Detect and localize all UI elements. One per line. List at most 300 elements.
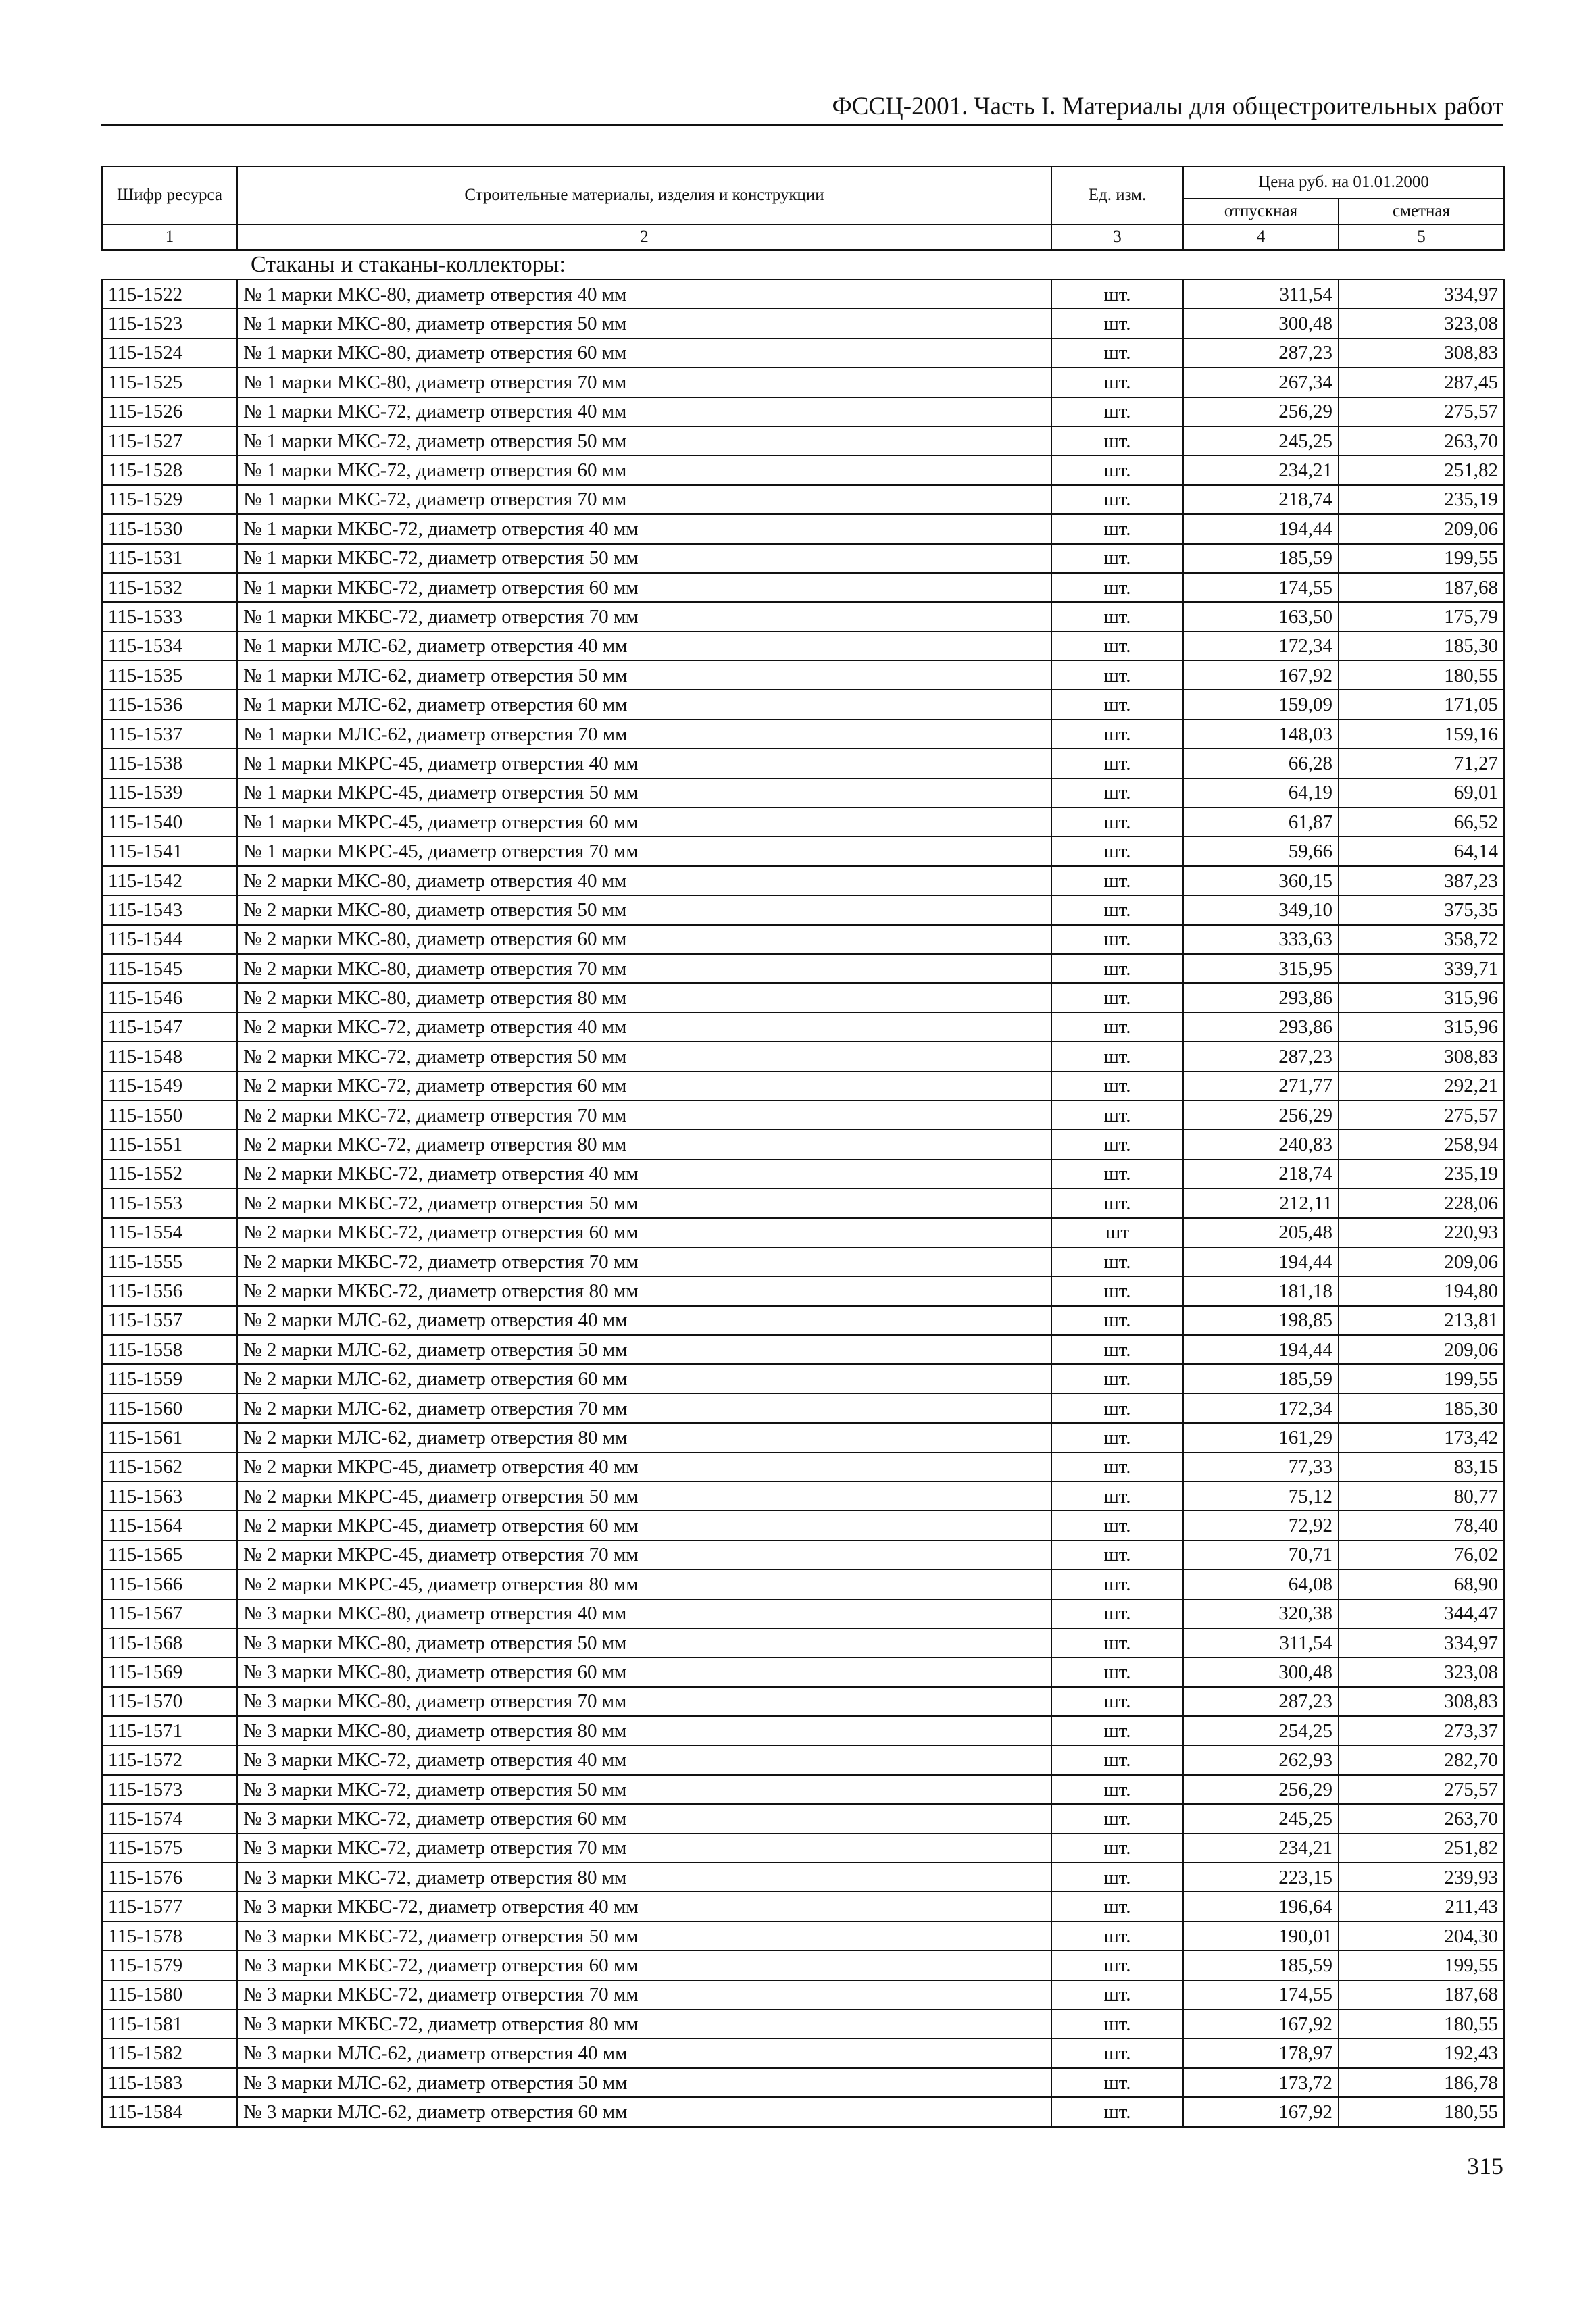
cell-estimate-price: 375,35 <box>1339 895 1504 924</box>
cell-release-price: 300,48 <box>1183 1657 1339 1686</box>
col-number: 2 <box>237 224 1051 250</box>
table-row <box>102 1863 1504 1892</box>
cell-name: № 1 марки МКС-80, диаметр отверстия 40 мм <box>237 280 1051 309</box>
cell-estimate-price: 211,43 <box>1339 1892 1504 1921</box>
cell-release-price: 167,92 <box>1183 2097 1339 2126</box>
cell-estimate-price: 213,81 <box>1339 1306 1504 1335</box>
cell-estimate-price: 239,93 <box>1339 1863 1504 1892</box>
cell-code: 115-1556 <box>102 1276 237 1305</box>
cell-estimate-price: 258,94 <box>1339 1130 1504 1159</box>
cell-unit: шт. <box>1051 309 1183 338</box>
col-header-release-price: отпускная <box>1183 199 1339 224</box>
table-row <box>102 1628 1504 1657</box>
cell-code: 115-1579 <box>102 1951 237 1980</box>
cell-release-price: 163,50 <box>1183 602 1339 631</box>
cell-estimate-price: 194,80 <box>1339 1276 1504 1305</box>
cell-release-price: 360,15 <box>1183 866 1339 895</box>
cell-release-price: 174,55 <box>1183 1980 1339 2009</box>
cell-estimate-price: 323,08 <box>1339 1657 1504 1686</box>
cell-name: № 2 марки МЛС-62, диаметр отверстия 80 мм <box>237 1423 1051 1452</box>
cell-release-price: 148,03 <box>1183 720 1339 749</box>
table-row <box>102 1247 1504 1276</box>
cell-estimate-price: 220,93 <box>1339 1218 1504 1247</box>
cell-name: № 2 марки МЛС-62, диаметр отверстия 60 мм <box>237 1364 1051 1393</box>
cell-unit: шт. <box>1051 368 1183 397</box>
cell-estimate-price: 187,68 <box>1339 573 1504 602</box>
cell-unit: шт. <box>1051 1599 1183 1628</box>
price-table <box>101 166 1505 2128</box>
table-row <box>102 690 1504 719</box>
cell-name: № 3 марки МЛС-62, диаметр отверстия 60 мм <box>237 2097 1051 2126</box>
cell-estimate-price: 186,78 <box>1339 2068 1504 2097</box>
cell-code: 115-1554 <box>102 1218 237 1247</box>
cell-release-price: 218,74 <box>1183 1159 1339 1188</box>
cell-release-price: 72,92 <box>1183 1511 1339 1540</box>
cell-release-price: 293,86 <box>1183 1013 1339 1042</box>
cell-estimate-price: 180,55 <box>1339 2009 1504 2038</box>
cell-unit: шт. <box>1051 1394 1183 1423</box>
cell-release-price: 64,08 <box>1183 1569 1339 1599</box>
cell-unit: шт. <box>1051 1892 1183 1921</box>
cell-estimate-price: 171,05 <box>1339 690 1504 719</box>
cell-unit: шт. <box>1051 338 1183 368</box>
header-row <box>102 166 1504 199</box>
cell-estimate-price: 334,97 <box>1339 1628 1504 1657</box>
table-row <box>102 778 1504 807</box>
cell-estimate-price: 68,90 <box>1339 1569 1504 1599</box>
cell-name: № 2 марки МЛС-62, диаметр отверстия 50 мм <box>237 1335 1051 1364</box>
cell-name: № 1 марки МКС-72, диаметр отверстия 60 мм <box>237 455 1051 484</box>
cell-code: 115-1563 <box>102 1482 237 1511</box>
table-row <box>102 573 1504 602</box>
cell-name: № 3 марки МКС-80, диаметр отверстия 60 мм <box>237 1657 1051 1686</box>
table-row <box>102 807 1504 836</box>
cell-estimate-price: 251,82 <box>1339 1834 1504 1863</box>
cell-estimate-price: 308,83 <box>1339 1687 1504 1716</box>
cell-name: № 3 марки МКС-72, диаметр отверстия 50 мм <box>237 1775 1051 1804</box>
cell-unit: шт. <box>1051 280 1183 309</box>
cell-code: 115-1548 <box>102 1042 237 1071</box>
cell-unit: шт. <box>1051 1951 1183 1980</box>
cell-release-price: 287,23 <box>1183 1687 1339 1716</box>
cell-name: № 2 марки МКС-80, диаметр отверстия 70 мм <box>237 954 1051 983</box>
cell-estimate-price: 175,79 <box>1339 602 1504 631</box>
cell-release-price: 167,92 <box>1183 661 1339 690</box>
cell-code: 115-1581 <box>102 2009 237 2038</box>
cell-code: 115-1550 <box>102 1101 237 1130</box>
table-row <box>102 1687 1504 1716</box>
cell-release-price: 256,29 <box>1183 1101 1339 1130</box>
table-row <box>102 2009 1504 2038</box>
cell-name: № 2 марки МКС-72, диаметр отверстия 70 мм <box>237 1101 1051 1130</box>
cell-release-price: 185,59 <box>1183 1951 1339 1980</box>
cell-estimate-price: 228,06 <box>1339 1188 1504 1217</box>
cell-name: № 2 марки МКС-72, диаметр отверстия 40 мм <box>237 1013 1051 1042</box>
cell-name: № 3 марки МКС-80, диаметр отверстия 50 мм <box>237 1628 1051 1657</box>
cell-name: № 3 марки МКБС-72, диаметр отверстия 40 мм <box>237 1892 1051 1921</box>
cell-name: № 1 марки МКБС-72, диаметр отверстия 60 мм <box>237 573 1051 602</box>
cell-release-price: 161,29 <box>1183 1423 1339 1452</box>
table-row <box>102 485 1504 514</box>
cell-estimate-price: 292,21 <box>1339 1072 1504 1101</box>
table-row <box>102 632 1504 661</box>
table-row <box>102 1980 1504 2009</box>
cell-estimate-price: 204,30 <box>1339 1921 1504 1951</box>
cell-code: 115-1574 <box>102 1804 237 1833</box>
cell-code: 115-1568 <box>102 1628 237 1657</box>
table-row <box>102 1599 1504 1628</box>
cell-code: 115-1533 <box>102 602 237 631</box>
cell-release-price: 159,09 <box>1183 690 1339 719</box>
cell-code: 115-1552 <box>102 1159 237 1188</box>
cell-code: 115-1570 <box>102 1687 237 1716</box>
cell-estimate-price: 387,23 <box>1339 866 1504 895</box>
cell-unit: шт. <box>1051 1921 1183 1951</box>
table-row <box>102 1716 1504 1745</box>
cell-release-price: 315,95 <box>1183 954 1339 983</box>
cell-release-price: 178,97 <box>1183 2038 1339 2067</box>
cell-code: 115-1544 <box>102 925 237 954</box>
table-row <box>102 1335 1504 1364</box>
cell-code: 115-1535 <box>102 661 237 690</box>
cell-code: 115-1543 <box>102 895 237 924</box>
cell-release-price: 174,55 <box>1183 573 1339 602</box>
cell-release-price: 223,15 <box>1183 1863 1339 1892</box>
cell-unit: шт. <box>1051 632 1183 661</box>
cell-estimate-price: 80,77 <box>1339 1482 1504 1511</box>
cell-name: № 1 марки МКБС-72, диаметр отверстия 40 мм <box>237 514 1051 543</box>
cell-release-price: 349,10 <box>1183 895 1339 924</box>
cell-code: 115-1566 <box>102 1569 237 1599</box>
cell-estimate-price: 199,55 <box>1339 544 1504 573</box>
table-row <box>102 514 1504 543</box>
cell-code: 115-1532 <box>102 573 237 602</box>
cell-estimate-price: 180,55 <box>1339 661 1504 690</box>
table-row <box>102 1188 1504 1217</box>
cell-unit: шт <box>1051 1218 1183 1247</box>
cell-code: 115-1567 <box>102 1599 237 1628</box>
col-header-estimate-price: сметная <box>1339 199 1504 224</box>
cell-name: № 2 марки МКРС-45, диаметр отверстия 50 мм <box>237 1482 1051 1511</box>
cell-estimate-price: 209,06 <box>1339 514 1504 543</box>
cell-estimate-price: 83,15 <box>1339 1453 1504 1482</box>
table-row <box>102 661 1504 690</box>
cell-estimate-price: 199,55 <box>1339 1364 1504 1393</box>
cell-code: 115-1578 <box>102 1921 237 1951</box>
cell-unit: шт. <box>1051 954 1183 983</box>
cell-name: № 2 марки МКБС-72, диаметр отверстия 50 мм <box>237 1188 1051 1217</box>
cell-estimate-price: 315,96 <box>1339 983 1504 1012</box>
cell-release-price: 61,87 <box>1183 807 1339 836</box>
cell-estimate-price: 308,83 <box>1339 1042 1504 1071</box>
cell-code: 115-1557 <box>102 1306 237 1335</box>
cell-name: № 2 марки МКС-72, диаметр отверстия 50 мм <box>237 1042 1051 1071</box>
table-row <box>102 1834 1504 1863</box>
cell-unit: шт. <box>1051 983 1183 1012</box>
cell-code: 115-1547 <box>102 1013 237 1042</box>
section-title: Стаканы и стаканы-коллекторы: <box>102 250 1504 280</box>
cell-estimate-price: 235,19 <box>1339 1159 1504 1188</box>
cell-code: 115-1529 <box>102 485 237 514</box>
cell-code: 115-1542 <box>102 866 237 895</box>
table-row <box>102 1306 1504 1335</box>
page-number: 315 <box>1467 2153 1503 2180</box>
cell-unit: шт. <box>1051 1247 1183 1276</box>
cell-release-price: 218,74 <box>1183 485 1339 514</box>
cell-code: 115-1538 <box>102 749 237 778</box>
cell-code: 115-1537 <box>102 720 237 749</box>
cell-name: № 3 марки МКС-72, диаметр отверстия 80 мм <box>237 1863 1051 1892</box>
cell-estimate-price: 358,72 <box>1339 925 1504 954</box>
cell-name: № 3 марки МЛС-62, диаметр отверстия 40 мм <box>237 2038 1051 2067</box>
cell-code: 115-1575 <box>102 1834 237 1863</box>
cell-name: № 2 марки МКБС-72, диаметр отверстия 70 мм <box>237 1247 1051 1276</box>
cell-release-price: 77,33 <box>1183 1453 1339 1482</box>
cell-release-price: 245,25 <box>1183 426 1339 455</box>
cell-code: 115-1528 <box>102 455 237 484</box>
cell-unit: шт. <box>1051 690 1183 719</box>
cell-code: 115-1525 <box>102 368 237 397</box>
cell-code: 115-1576 <box>102 1863 237 1892</box>
cell-code: 115-1540 <box>102 807 237 836</box>
cell-code: 115-1526 <box>102 397 237 426</box>
table-row <box>102 925 1504 954</box>
cell-release-price: 256,29 <box>1183 397 1339 426</box>
cell-code: 115-1560 <box>102 1394 237 1423</box>
cell-estimate-price: 334,97 <box>1339 280 1504 309</box>
cell-unit: шт. <box>1051 1980 1183 2009</box>
table-row <box>102 426 1504 455</box>
table-row <box>102 2097 1504 2126</box>
cell-code: 115-1531 <box>102 544 237 573</box>
cell-name: № 1 марки МЛС-62, диаметр отверстия 40 мм <box>237 632 1051 661</box>
col-header-price: Цена руб. на 01.01.2000 <box>1183 166 1504 199</box>
cell-name: № 1 марки МЛС-62, диаметр отверстия 60 мм <box>237 690 1051 719</box>
cell-unit: шт. <box>1051 836 1183 865</box>
cell-code: 115-1551 <box>102 1130 237 1159</box>
table-row <box>102 1892 1504 1921</box>
cell-unit: шт. <box>1051 661 1183 690</box>
cell-name: № 1 марки МКБС-72, диаметр отверстия 70 мм <box>237 602 1051 631</box>
table-row <box>102 895 1504 924</box>
table-row <box>102 1423 1504 1452</box>
table-row <box>102 749 1504 778</box>
cell-estimate-price: 263,70 <box>1339 426 1504 455</box>
cell-code: 115-1539 <box>102 778 237 807</box>
cell-unit: шт. <box>1051 544 1183 573</box>
cell-unit: шт. <box>1051 1453 1183 1482</box>
cell-estimate-price: 69,01 <box>1339 778 1504 807</box>
table-row <box>102 954 1504 983</box>
cell-name: № 3 марки МКБС-72, диаметр отверстия 60 мм <box>237 1951 1051 1980</box>
cell-estimate-price: 275,57 <box>1339 1775 1504 1804</box>
cell-code: 115-1577 <box>102 1892 237 1921</box>
cell-name: № 3 марки МКС-80, диаметр отверстия 40 мм <box>237 1599 1051 1628</box>
cell-code: 115-1572 <box>102 1746 237 1775</box>
cell-release-price: 185,59 <box>1183 1364 1339 1393</box>
cell-name: № 3 марки МКС-72, диаметр отверстия 60 мм <box>237 1804 1051 1833</box>
cell-unit: шт. <box>1051 1540 1183 1569</box>
cell-name: № 2 марки МКБС-72, диаметр отверстия 80 мм <box>237 1276 1051 1305</box>
cell-unit: шт. <box>1051 866 1183 895</box>
cell-release-price: 172,34 <box>1183 632 1339 661</box>
table-row <box>102 1569 1504 1599</box>
table-row <box>102 1218 1504 1247</box>
table-row <box>102 2038 1504 2067</box>
cell-unit: шт. <box>1051 1130 1183 1159</box>
table-row <box>102 1101 1504 1130</box>
table-row <box>102 1042 1504 1071</box>
cell-release-price: 167,92 <box>1183 2009 1339 2038</box>
cell-estimate-price: 282,70 <box>1339 1746 1504 1775</box>
section-row <box>102 250 1504 280</box>
cell-estimate-price: 263,70 <box>1339 1804 1504 1833</box>
cell-code: 115-1582 <box>102 2038 237 2067</box>
cell-code: 115-1553 <box>102 1188 237 1217</box>
cell-unit: шт. <box>1051 1159 1183 1188</box>
cell-code: 115-1530 <box>102 514 237 543</box>
cell-estimate-price: 275,57 <box>1339 1101 1504 1130</box>
cell-estimate-price: 78,40 <box>1339 1511 1504 1540</box>
cell-release-price: 59,66 <box>1183 836 1339 865</box>
page-header <box>101 93 1503 126</box>
table-row <box>102 866 1504 895</box>
cell-name: № 3 марки МКС-80, диаметр отверстия 80 мм <box>237 1716 1051 1745</box>
cell-estimate-price: 251,82 <box>1339 455 1504 484</box>
cell-estimate-price: 185,30 <box>1339 632 1504 661</box>
cell-code: 115-1562 <box>102 1453 237 1482</box>
cell-estimate-price: 287,45 <box>1339 368 1504 397</box>
cell-estimate-price: 64,14 <box>1339 836 1504 865</box>
cell-release-price: 300,48 <box>1183 309 1339 338</box>
cell-release-price: 333,63 <box>1183 925 1339 954</box>
cell-code: 115-1555 <box>102 1247 237 1276</box>
table-row <box>102 1364 1504 1393</box>
table-row <box>102 368 1504 397</box>
cell-code: 115-1545 <box>102 954 237 983</box>
table-row <box>102 1540 1504 1569</box>
cell-unit: шт. <box>1051 485 1183 514</box>
cell-estimate-price: 66,52 <box>1339 807 1504 836</box>
cell-code: 115-1565 <box>102 1540 237 1569</box>
cell-release-price: 311,54 <box>1183 1628 1339 1657</box>
table-row <box>102 1276 1504 1305</box>
cell-unit: шт. <box>1051 1834 1183 1863</box>
cell-name: № 3 марки МКС-72, диаметр отверстия 70 мм <box>237 1834 1051 1863</box>
cell-release-price: 234,21 <box>1183 1834 1339 1863</box>
cell-unit: шт. <box>1051 807 1183 836</box>
table-row <box>102 720 1504 749</box>
cell-unit: шт. <box>1051 1628 1183 1657</box>
cell-release-price: 271,77 <box>1183 1072 1339 1101</box>
cell-release-price: 75,12 <box>1183 1482 1339 1511</box>
cell-unit: шт. <box>1051 925 1183 954</box>
cell-name: № 1 марки МКС-80, диаметр отверстия 60 мм <box>237 338 1051 368</box>
col-header-unit: Ед. изм. <box>1051 166 1183 224</box>
cell-release-price: 70,71 <box>1183 1540 1339 1569</box>
cell-name: № 1 марки МЛС-62, диаметр отверстия 50 мм <box>237 661 1051 690</box>
cell-code: 115-1558 <box>102 1335 237 1364</box>
cell-name: № 1 марки МЛС-62, диаметр отверстия 70 мм <box>237 720 1051 749</box>
cell-unit: шт. <box>1051 602 1183 631</box>
cell-release-price: 198,85 <box>1183 1306 1339 1335</box>
col-number: 4 <box>1183 224 1339 250</box>
cell-name: № 2 марки МКРС-45, диаметр отверстия 60 мм <box>237 1511 1051 1540</box>
cell-estimate-price: 308,83 <box>1339 338 1504 368</box>
cell-unit: шт. <box>1051 2097 1183 2126</box>
cell-unit: шт. <box>1051 426 1183 455</box>
table-row <box>102 1951 1504 1980</box>
cell-estimate-price: 209,06 <box>1339 1247 1504 1276</box>
table-row <box>102 1482 1504 1511</box>
cell-release-price: 254,25 <box>1183 1716 1339 1745</box>
cell-estimate-price: 209,06 <box>1339 1335 1504 1364</box>
cell-unit: шт. <box>1051 2038 1183 2067</box>
cell-name: № 3 марки МЛС-62, диаметр отверстия 50 мм <box>237 2068 1051 2097</box>
cell-release-price: 234,21 <box>1183 455 1339 484</box>
table-row <box>102 397 1504 426</box>
table-row <box>102 836 1504 865</box>
col-number: 3 <box>1051 224 1183 250</box>
table-row <box>102 1072 1504 1101</box>
col-number: 5 <box>1339 224 1504 250</box>
cell-estimate-price: 344,47 <box>1339 1599 1504 1628</box>
cell-unit: шт. <box>1051 895 1183 924</box>
cell-code: 115-1569 <box>102 1657 237 1686</box>
cell-release-price: 181,18 <box>1183 1276 1339 1305</box>
table-row <box>102 1511 1504 1540</box>
cell-unit: шт. <box>1051 573 1183 602</box>
cell-estimate-price: 76,02 <box>1339 1540 1504 1569</box>
cell-name: № 1 марки МКРС-45, диаметр отверстия 40 мм <box>237 749 1051 778</box>
cell-release-price: 194,44 <box>1183 1335 1339 1364</box>
cell-name: № 2 марки МКРС-45, диаметр отверстия 80 мм <box>237 1569 1051 1599</box>
cell-name: № 1 марки МКРС-45, диаметр отверстия 60 мм <box>237 807 1051 836</box>
cell-code: 115-1523 <box>102 309 237 338</box>
cell-name: № 3 марки МКС-80, диаметр отверстия 70 мм <box>237 1687 1051 1716</box>
cell-unit: шт. <box>1051 1306 1183 1335</box>
cell-name: № 1 марки МКС-72, диаметр отверстия 70 мм <box>237 485 1051 514</box>
cell-unit: шт. <box>1051 1013 1183 1042</box>
cell-release-price: 66,28 <box>1183 749 1339 778</box>
cell-name: № 1 марки МКС-72, диаметр отверстия 50 мм <box>237 426 1051 455</box>
table-row <box>102 1130 1504 1159</box>
cell-code: 115-1561 <box>102 1423 237 1452</box>
cell-name: № 2 марки МЛС-62, диаметр отверстия 40 мм <box>237 1306 1051 1335</box>
cell-name: № 1 марки МКС-80, диаметр отверстия 50 мм <box>237 309 1051 338</box>
cell-release-price: 172,34 <box>1183 1394 1339 1423</box>
header-title: ФССЦ-2001. Часть I. Материалы для общестроительных работ <box>832 93 1503 120</box>
table-row <box>102 983 1504 1012</box>
cell-release-price: 194,44 <box>1183 514 1339 543</box>
cell-estimate-price: 275,57 <box>1339 397 1504 426</box>
cell-unit: шт. <box>1051 1042 1183 1071</box>
cell-code: 115-1580 <box>102 1980 237 2009</box>
cell-unit: шт. <box>1051 1511 1183 1540</box>
table-row <box>102 544 1504 573</box>
cell-estimate-price: 159,16 <box>1339 720 1504 749</box>
cell-name: № 2 марки МКС-80, диаметр отверстия 80 мм <box>237 983 1051 1012</box>
cell-unit: шт. <box>1051 1335 1183 1364</box>
cell-release-price: 196,64 <box>1183 1892 1339 1921</box>
table-row <box>102 1394 1504 1423</box>
cell-estimate-price: 173,42 <box>1339 1423 1504 1452</box>
cell-estimate-price: 192,43 <box>1339 2038 1504 2067</box>
cell-unit: шт. <box>1051 1657 1183 1686</box>
cell-estimate-price: 315,96 <box>1339 1013 1504 1042</box>
cell-unit: шт. <box>1051 749 1183 778</box>
cell-estimate-price: 180,55 <box>1339 2097 1504 2126</box>
